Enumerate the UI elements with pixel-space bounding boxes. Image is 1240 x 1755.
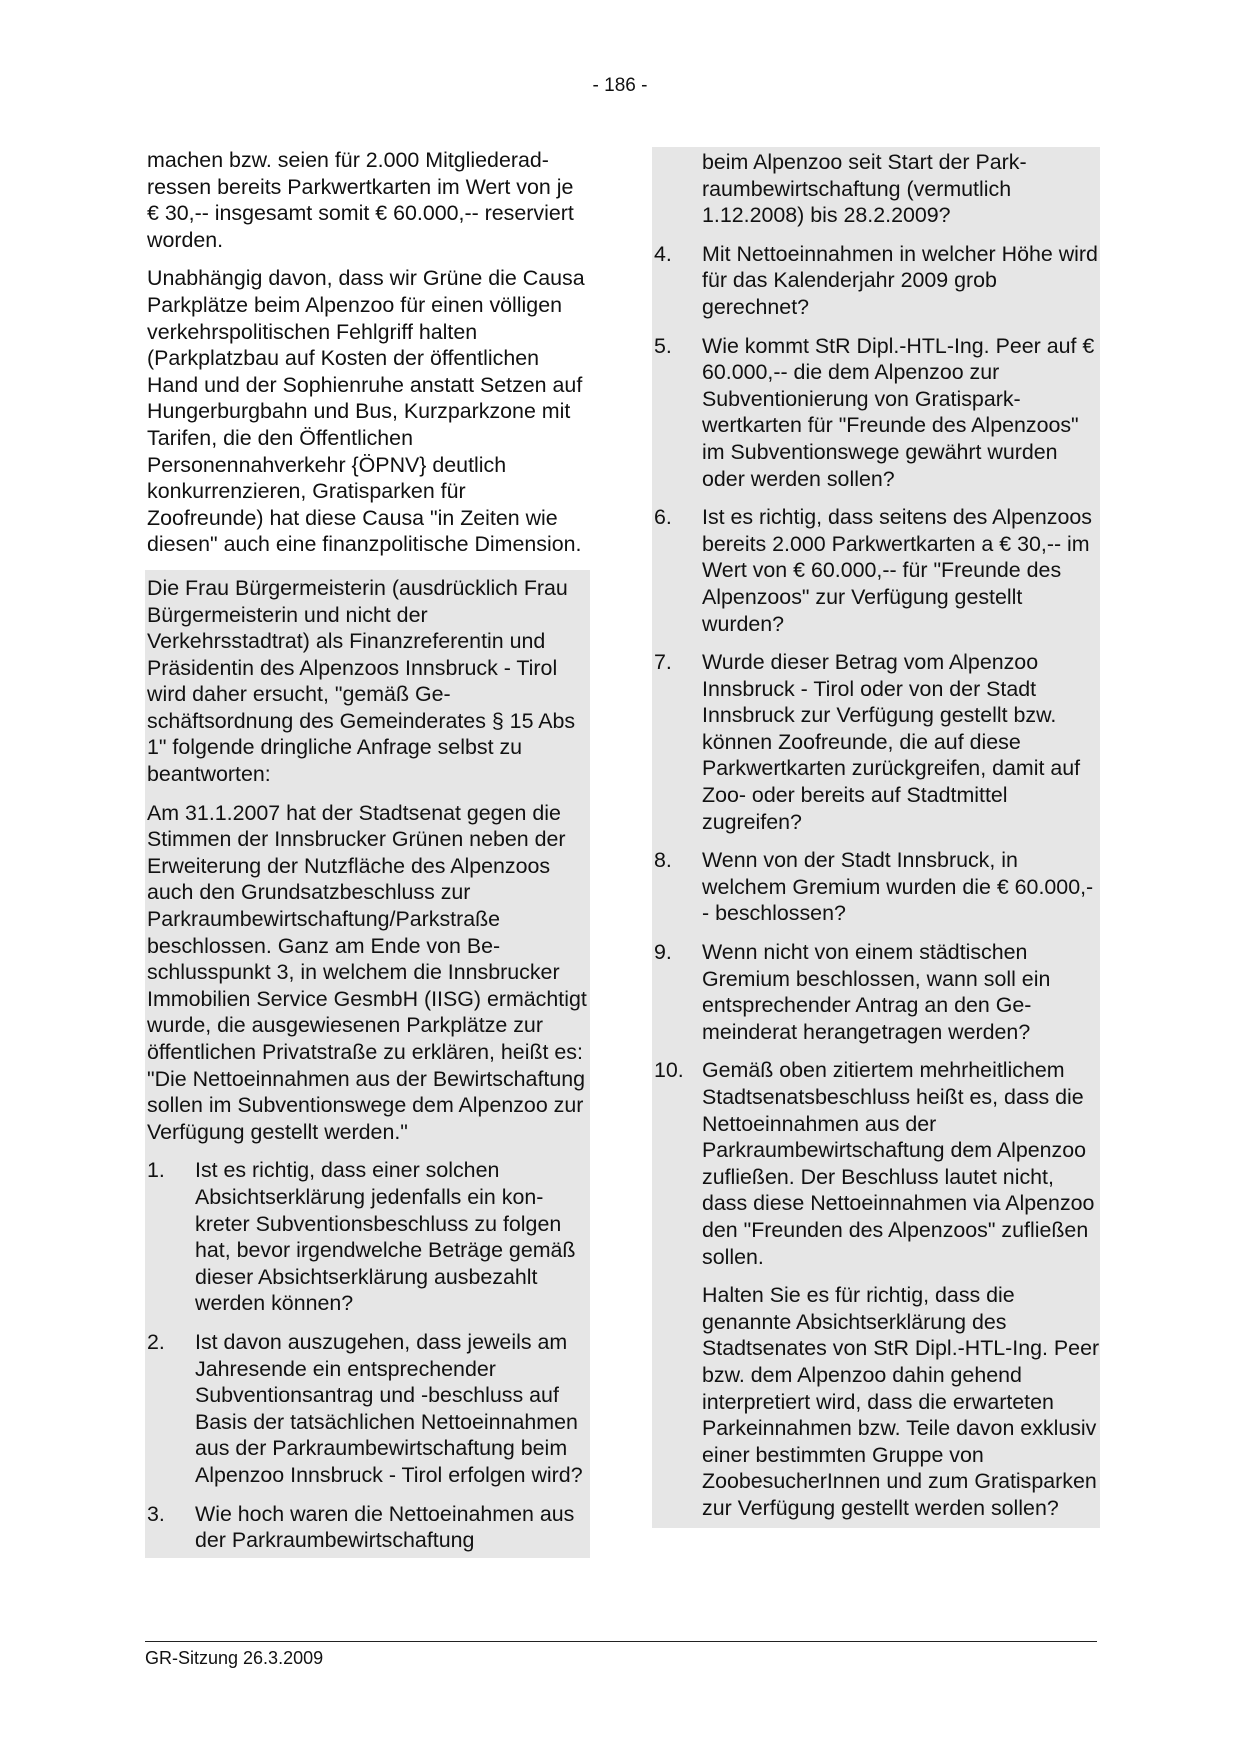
question-1 (145, 1157, 590, 1317)
question-10-followup: Halten Sie es für richtig, dass die genannte Absichtserklärung des Stadtsenates von StR Dipl.-HTL-Ing. Peer bzw. dem Alpenzoo dahin gehend interpretiert wird, dass die erwarteten Parkeinnahmen bzw. Teile davon exklusiv einer bestimmten Gruppe von ZoobesucherInnen und zum Gratisparken zur Verfügung gestellt werden sollen? (702, 1283, 1100, 1520)
question-number: 6. (654, 505, 672, 530)
question-text: Wenn nicht von einem städtischen Gremium beschlossen, wann soll ein entsprechender Antrag an den Gemeinderat herangetragen werden? (702, 940, 1051, 1044)
question-5 (652, 333, 1100, 493)
question-text: Wie kommt StR Dipl.-HTL-Ing. Peer auf € 60.000,-- die dem Alpenzoo zur Subventionierung von Gratisparkwertkarten für "Freunde des Alpenzoos" im Subventionswege gewährt wurden oder werden sollen? (702, 333, 1095, 491)
question-number: 7. (654, 650, 672, 675)
question-number: 10. (654, 1058, 684, 1083)
question-6 (652, 504, 1100, 637)
paragraph-senate-decision: Am 31.1.2007 hat der Stadtsenat gegen die Stimmen der Innsbrucker Grünen neben der Erweiterung der Nutzfläche des Alpenzoos auch den Grundsatzbeschluss zur Parkraumbewirtschaftung/Parkstraße beschlossen. Ganz am Ende von Beschlusspunkt 3, in welchem die Innsbrucker Immobilien Service GesmbH (IISG) ermächtigt wurde, die ausgewiesenen Parkplätze zur öffentlichen Privatstraße zu erklären, heißt es: "Die Nettoeinnahmen aus der Bewirtschaftung sollen im Subventionswege dem Alpenzoo zur Verfügung gestellt werden." (147, 800, 587, 1144)
question-number: 9. (654, 940, 672, 965)
question-number: 3. (147, 1501, 165, 1526)
left-column (145, 147, 590, 1558)
question-2 (145, 1329, 590, 1489)
right-column (652, 147, 1100, 1528)
shaded-inquiry-block-continued (652, 147, 1100, 1528)
question-number: 2. (147, 1329, 165, 1354)
page-number: - 186 - (592, 75, 648, 96)
question-text: Wenn von der Stadt Innsbruck, in welchem Gremium wurden die € 60.000,-- beschlossen? (702, 848, 1094, 926)
question-number: 5. (654, 333, 672, 358)
question-text: Ist es richtig, dass seitens des Alpenzoos bereits 2.000 Parkwertkarten a € 30,-- im Wert von € 60.000,-- für "Freunde des Alpenzoos" zur Verfügung gestellt wurden? (702, 505, 1092, 636)
paragraph-green-position: Unabhängig davon, dass wir Grüne die Causa Parkplätze beim Alpenzoo für einen völligen verkehrspolitischen Fehlgriff halten (Parkplatzbau auf Kosten der öffentlichen Hand und der Sophienruhe anstatt Setzen auf Hungerburgbahn und Bus, Kurzparkzone mit Tarifen, die den Öffentlichen Personennahverkehr {ÖPNV} deutlich konkurrenzieren, Gratisparken für Zoofreunde) hat diese Causa "in Zeiten wie diesen" auch eine finanzpolitische Dimension. (147, 266, 585, 557)
question-text: Gemäß oben zitiertem mehrheitlichem Stadtsenatsbeschluss heißt es, dass die Nettoeinnahmen aus der Parkraumbewirtschaftung dem Alpenzoo zufließen. Der Beschluss lautet nicht, dass diese Nettoeinnahmen via Alpenzoo den "Freunden des Alpenzoos" zufließen sollen. (702, 1058, 1095, 1269)
question-7 (652, 649, 1100, 835)
footer-session-date: GR-Sitzung 26.3.2009 (145, 1648, 324, 1668)
paragraph-parking-cards: machen bzw. seien für 2.000 Mitgliederadressen bereits Parkwertkarten im Wert von je € 30,-- insgesamt somit € 60.000,-- reserviert worden. (147, 148, 574, 252)
question-text: Wurde dieser Betrag vom Alpenzoo Innsbruck - Tirol oder von der Stadt Innsbruck zur Verfügung gestellt bzw. können Zoofreunde, die auf diese Parkwertkarten zurückgreifen, damit auf Zoo- oder bereits auf Stadtmittel zugreifen? (702, 650, 1081, 834)
question-number: 1. (147, 1158, 165, 1183)
question-number: 8. (654, 848, 672, 873)
question-3 (145, 1501, 590, 1554)
question-text: Ist es richtig, dass einer solchen Absichtserklärung jedenfalls ein konkreter Subventionsbeschluss zu folgen hat, bevor irgendwelche Beträge gemäß dieser Absichtserklärung ausbezahlt werden können? (195, 1158, 576, 1316)
question-10 (652, 1057, 1100, 1270)
question-number: 4. (654, 241, 672, 266)
paragraph-mayor-request: Die Frau Bürgermeisterin (ausdrücklich Frau Bürgermeisterin und nicht der Verkehrsstadtrat) als Finanzreferentin und Präsidentin des Alpenzoos Innsbruck - Tirol wird daher ersucht, "gemäß Geschäftsordnung des Gemeinderates § 15 Abs 1" folgende dringliche Anfrage selbst zu beantworten: (147, 575, 576, 787)
question-text: Mit Nettoeinnahmen in welcher Höhe wird für das Kalenderjahr 2009 grob gerechnet? (702, 241, 1098, 319)
question-8 (652, 847, 1100, 927)
question-4 (652, 241, 1100, 321)
question-text: Wie hoch waren die Nettoeinahmen aus der Parkraumbewirtschaftung (195, 1501, 575, 1553)
footer-divider (145, 1641, 1097, 1642)
question-text: Ist davon auszugehen, dass jeweils am Jahresende ein entsprechender Subventionsantrag und -beschluss auf Basis der tatsächlichen Nettoeinnahmen aus der Parkraumbewirtschaftung beim Alpenzoo Innsbruck - Tirol erfolgen wird? (195, 1329, 583, 1487)
question-9 (652, 939, 1100, 1045)
shaded-inquiry-block (145, 570, 590, 1558)
question-3-continued: beim Alpenzoo seit Start der Parkraumbewirtschaftung (vermutlich 1.12.2008) bis 28.2.2009? (702, 150, 1027, 228)
